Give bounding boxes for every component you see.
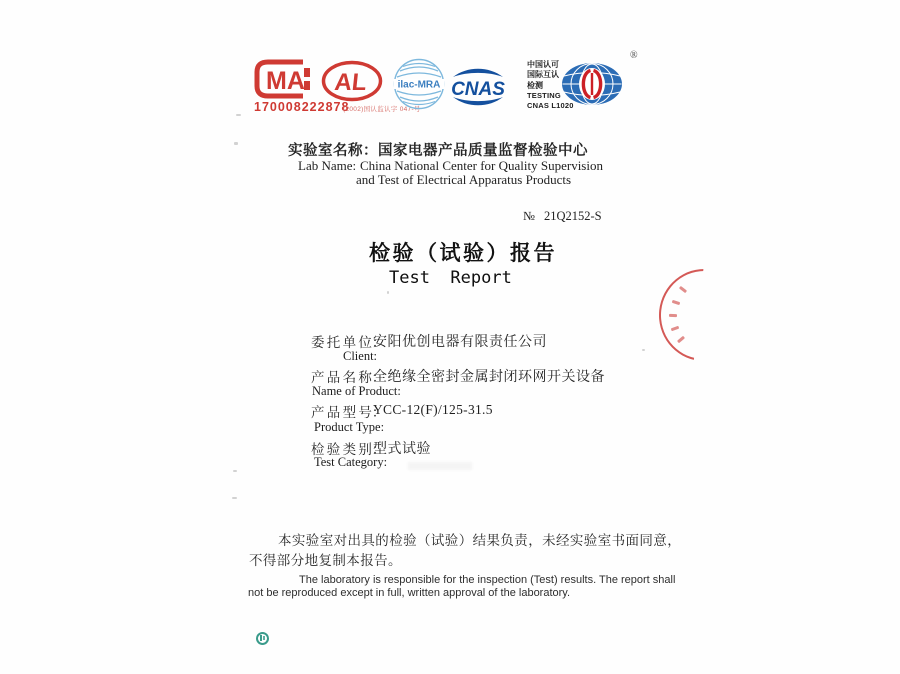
test-category-label-en: Test Category: xyxy=(314,455,388,469)
cma-license-number: 170008222878 xyxy=(254,100,350,114)
disclaimer-en-line2: not be reproduced except in full, written approval of the laboratory. xyxy=(248,587,571,599)
cal-logo-icon xyxy=(320,60,384,102)
lab-name-en-label: Lab Name: xyxy=(298,158,357,173)
scan-smudge xyxy=(408,462,472,470)
lab-name-zh xyxy=(288,139,588,160)
cnas-text: CNAS xyxy=(451,79,505,100)
ilac-mra-logo-icon xyxy=(393,58,445,110)
accreditation-line: CNAS L1020 xyxy=(527,100,574,110)
disclaimer-zh-line1: 本实验室对出具的检验（试验）结果负责，未经实验室书面同意， xyxy=(278,533,682,549)
ilac-mra-text: ilac-MRA xyxy=(397,79,441,91)
scan-artifact xyxy=(233,470,237,472)
cma-logo-icon xyxy=(253,57,315,101)
globe-certification-logo-icon xyxy=(560,61,624,107)
test-category-value: 型式试验 xyxy=(373,441,431,457)
lab-name-en-line1: China National Center for Quality Supervision xyxy=(360,158,603,173)
client-value: 安阳优创电器有限责任公司 xyxy=(373,334,547,350)
product-name-value: 全绝缘全密封金属封闭环网开关设备 xyxy=(373,369,605,385)
scan-artifact xyxy=(236,114,241,116)
client-label-en: Client: xyxy=(343,349,378,363)
disclaimer-en-line1: The laboratory is responsible for the inspection (Test) results. The report shall xyxy=(299,574,676,586)
scan-artifact xyxy=(387,291,389,294)
green-page-mark-icon xyxy=(256,632,269,645)
cma-license-note: (2002)国认监认字 047-号 xyxy=(343,106,421,113)
report-number-value: 21Q2152-S xyxy=(543,209,602,223)
scan-artifact xyxy=(234,142,238,145)
client-label-zh: 委 托 单 位： xyxy=(311,335,386,351)
cal-mark-text: AL xyxy=(333,69,369,96)
product-name-label-zh: 产 品 名 称： xyxy=(311,370,386,386)
cnas-logo-icon xyxy=(449,64,507,110)
accreditation-line: 国际互认 xyxy=(527,70,559,80)
report-title-zh: 检验（试验）报告 xyxy=(369,242,557,265)
lab-name-zh-value: 国家电器产品质量监督检验中心 xyxy=(378,143,588,159)
scan-artifact xyxy=(642,349,645,351)
scan-artifact xyxy=(232,497,237,499)
red-seal-partial xyxy=(655,266,751,362)
product-type-label-zh: 产 品 型 号： xyxy=(311,405,386,421)
product-type-label-en: Product Type: xyxy=(314,420,385,434)
product-name-label-en: Name of Product: xyxy=(312,384,401,398)
test-category-label-zh: 检 验 类 别： xyxy=(311,442,386,458)
registered-trademark-symbol: ® xyxy=(630,50,638,61)
accreditation-line: 检测 xyxy=(527,80,543,90)
accreditation-line: 中国认可 xyxy=(527,60,559,69)
accreditation-line: TESTING xyxy=(527,91,561,101)
lab-name-en-line2: and Test of Electrical Apparatus Products xyxy=(356,172,572,187)
disclaimer-zh-line2: 不得部分地复制本报告。 xyxy=(249,553,402,569)
report-title-en: Test Report xyxy=(389,268,512,288)
product-type-value: YCC-12(F)/125-31.5 xyxy=(373,402,493,417)
report-number xyxy=(523,209,602,224)
seal-text-mark xyxy=(669,314,677,317)
lab-label-zh: 实验室名称： xyxy=(288,143,378,159)
cma-mark-text: MA xyxy=(266,67,305,95)
report-number-prefix: № xyxy=(523,209,535,223)
